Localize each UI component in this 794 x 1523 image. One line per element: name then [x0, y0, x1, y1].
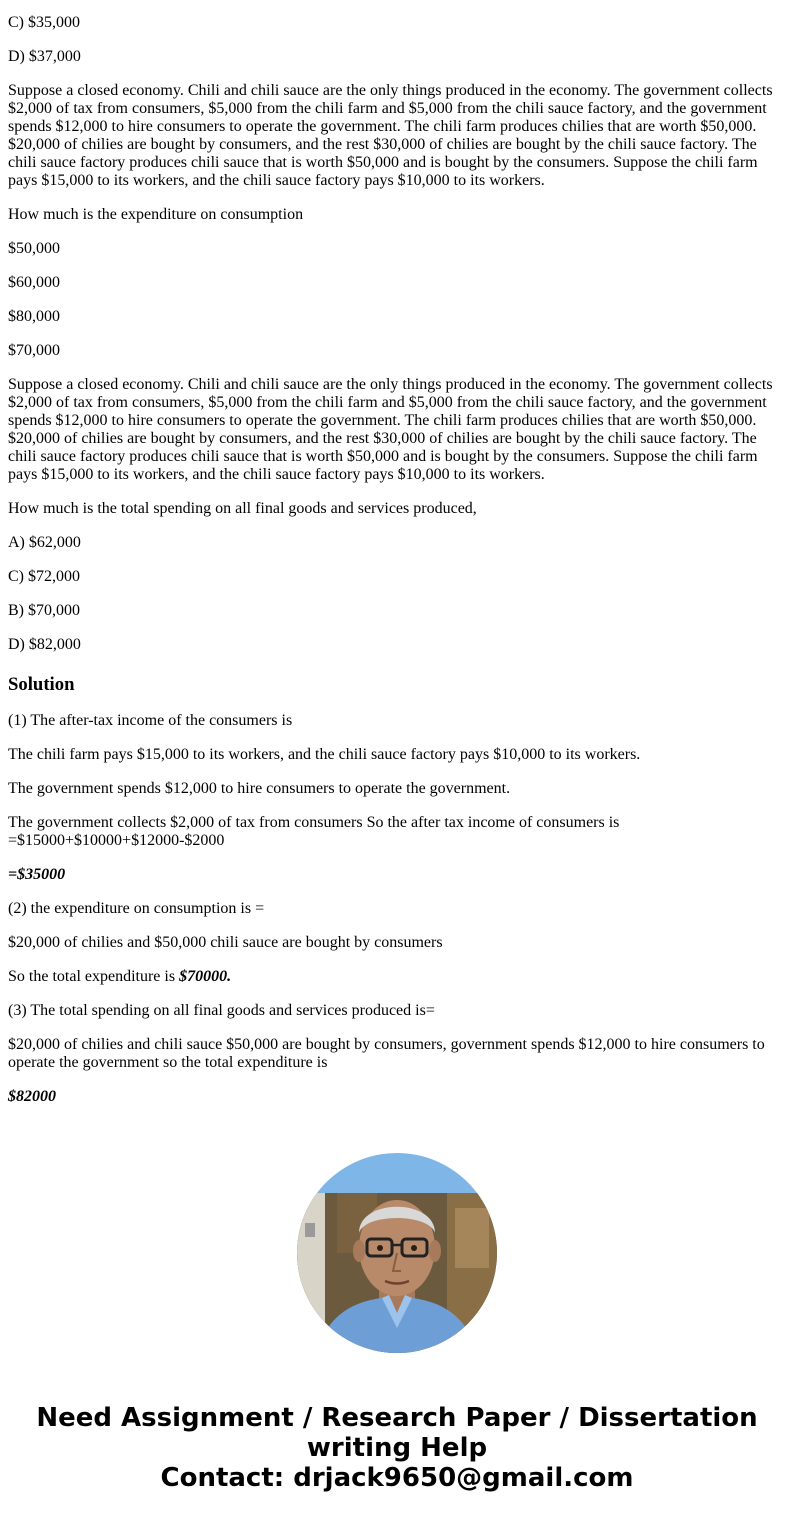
- q3-option-d: D) $82,000: [8, 636, 81, 653]
- q1-option-c: C) $35,000: [8, 14, 80, 31]
- solution-p2: The chili farm pays $15,000 to its workers, and the chili sauce factory pays $10,000 to its workers.: [8, 746, 641, 763]
- q2-option-4: $70,000: [8, 342, 60, 359]
- q3-option-a: A) $62,000: [8, 534, 81, 551]
- footer-contact: [0, 1403, 794, 1493]
- q3-option-b: B) $70,000: [8, 602, 80, 619]
- q2-option-1: $50,000: [8, 240, 60, 257]
- solution-p9: $20,000 of chilies and chili sauce $50,000 are bought by consumers, government spends $12,000 to hire consumers to operate the government so the total expenditure is: [8, 1036, 765, 1071]
- solution-heading: Solution: [8, 674, 75, 695]
- solution-p6: $20,000 of chilies and $50,000 chili sauce are bought by consumers: [8, 934, 443, 951]
- solution-p5: (2) the expenditure on consumption is =: [8, 900, 265, 917]
- solution-p7: [8, 968, 786, 986]
- avatar-photo: [297, 1153, 497, 1353]
- solution-p4: The government collects $2,000 of tax from consumers So the after tax income of consumers is =$15000+$10000+$12000-$2000: [8, 814, 620, 849]
- avatar: [297, 1153, 497, 1353]
- solution-p7-text: So the total expenditure is: [8, 968, 180, 985]
- solution-p8: (3) The total spending on all final goods and services produced is=: [8, 1002, 435, 1019]
- q3-question: How much is the total spending on all final goods and services produced,: [8, 500, 477, 517]
- q2-scenario: Suppose a closed economy. Chili and chili sauce are the only things produced in the economy. The government collects $2,000 of tax from consumers, $5,000 from the chili farm and $5,000 from the chili sauce factory, and the government spends $12,000 to hire consumers to operate the government. The chili farm produces chilies that are worth $50,000. $20,000 of chilies are bought by consumers, and the rest $30,000 of chilies are bought by the chili sauce factory. The chili sauce factory produces chili sauce that is worth $50,000 and is bought by the consumers. Suppose the chili farm pays $15,000 to its workers, and the chili sauce factory pays $10,000 to its workers.: [8, 82, 773, 189]
- solution-p1: (1) The after-tax income of the consumers is: [8, 712, 293, 729]
- footer-line-1: Need Assignment / Research Paper / Dissertation: [36, 1403, 758, 1433]
- solution-answer-2: $70000.: [179, 968, 232, 985]
- q1-option-d: D) $37,000: [8, 48, 81, 65]
- solution-p3: The government spends $12,000 to hire consumers to operate the government.: [8, 780, 511, 797]
- solution-answer-3: $82000: [8, 1088, 56, 1105]
- q2-option-2: $60,000: [8, 274, 60, 291]
- q3-option-c: C) $72,000: [8, 568, 80, 585]
- solution-answer-1: =$35000: [8, 866, 66, 883]
- q2-question: How much is the expenditure on consumption: [8, 206, 304, 223]
- q2-option-3: $80,000: [8, 308, 60, 325]
- document-body: [8, 14, 786, 1122]
- footer-line-2: writing Help: [306, 1433, 488, 1463]
- footer-contact-email: Contact: drjack9650@gmail.com: [160, 1463, 634, 1493]
- q3-scenario: Suppose a closed economy. Chili and chili sauce are the only things produced in the economy. The government collects $2,000 of tax from consumers, $5,000 from the chili farm and $5,000 from the chili sauce factory, and the government spends $12,000 to hire consumers to operate the government. The chili farm produces chilies that are worth $50,000. $20,000 of chilies are bought by consumers, and the rest $30,000 of chilies are bought by the chili sauce factory. The chili sauce factory produces chili sauce that is worth $50,000 and is bought by the consumers. Suppose the chili farm pays $15,000 to its workers, and the chili sauce factory pays $10,000 to its workers.: [8, 376, 773, 483]
